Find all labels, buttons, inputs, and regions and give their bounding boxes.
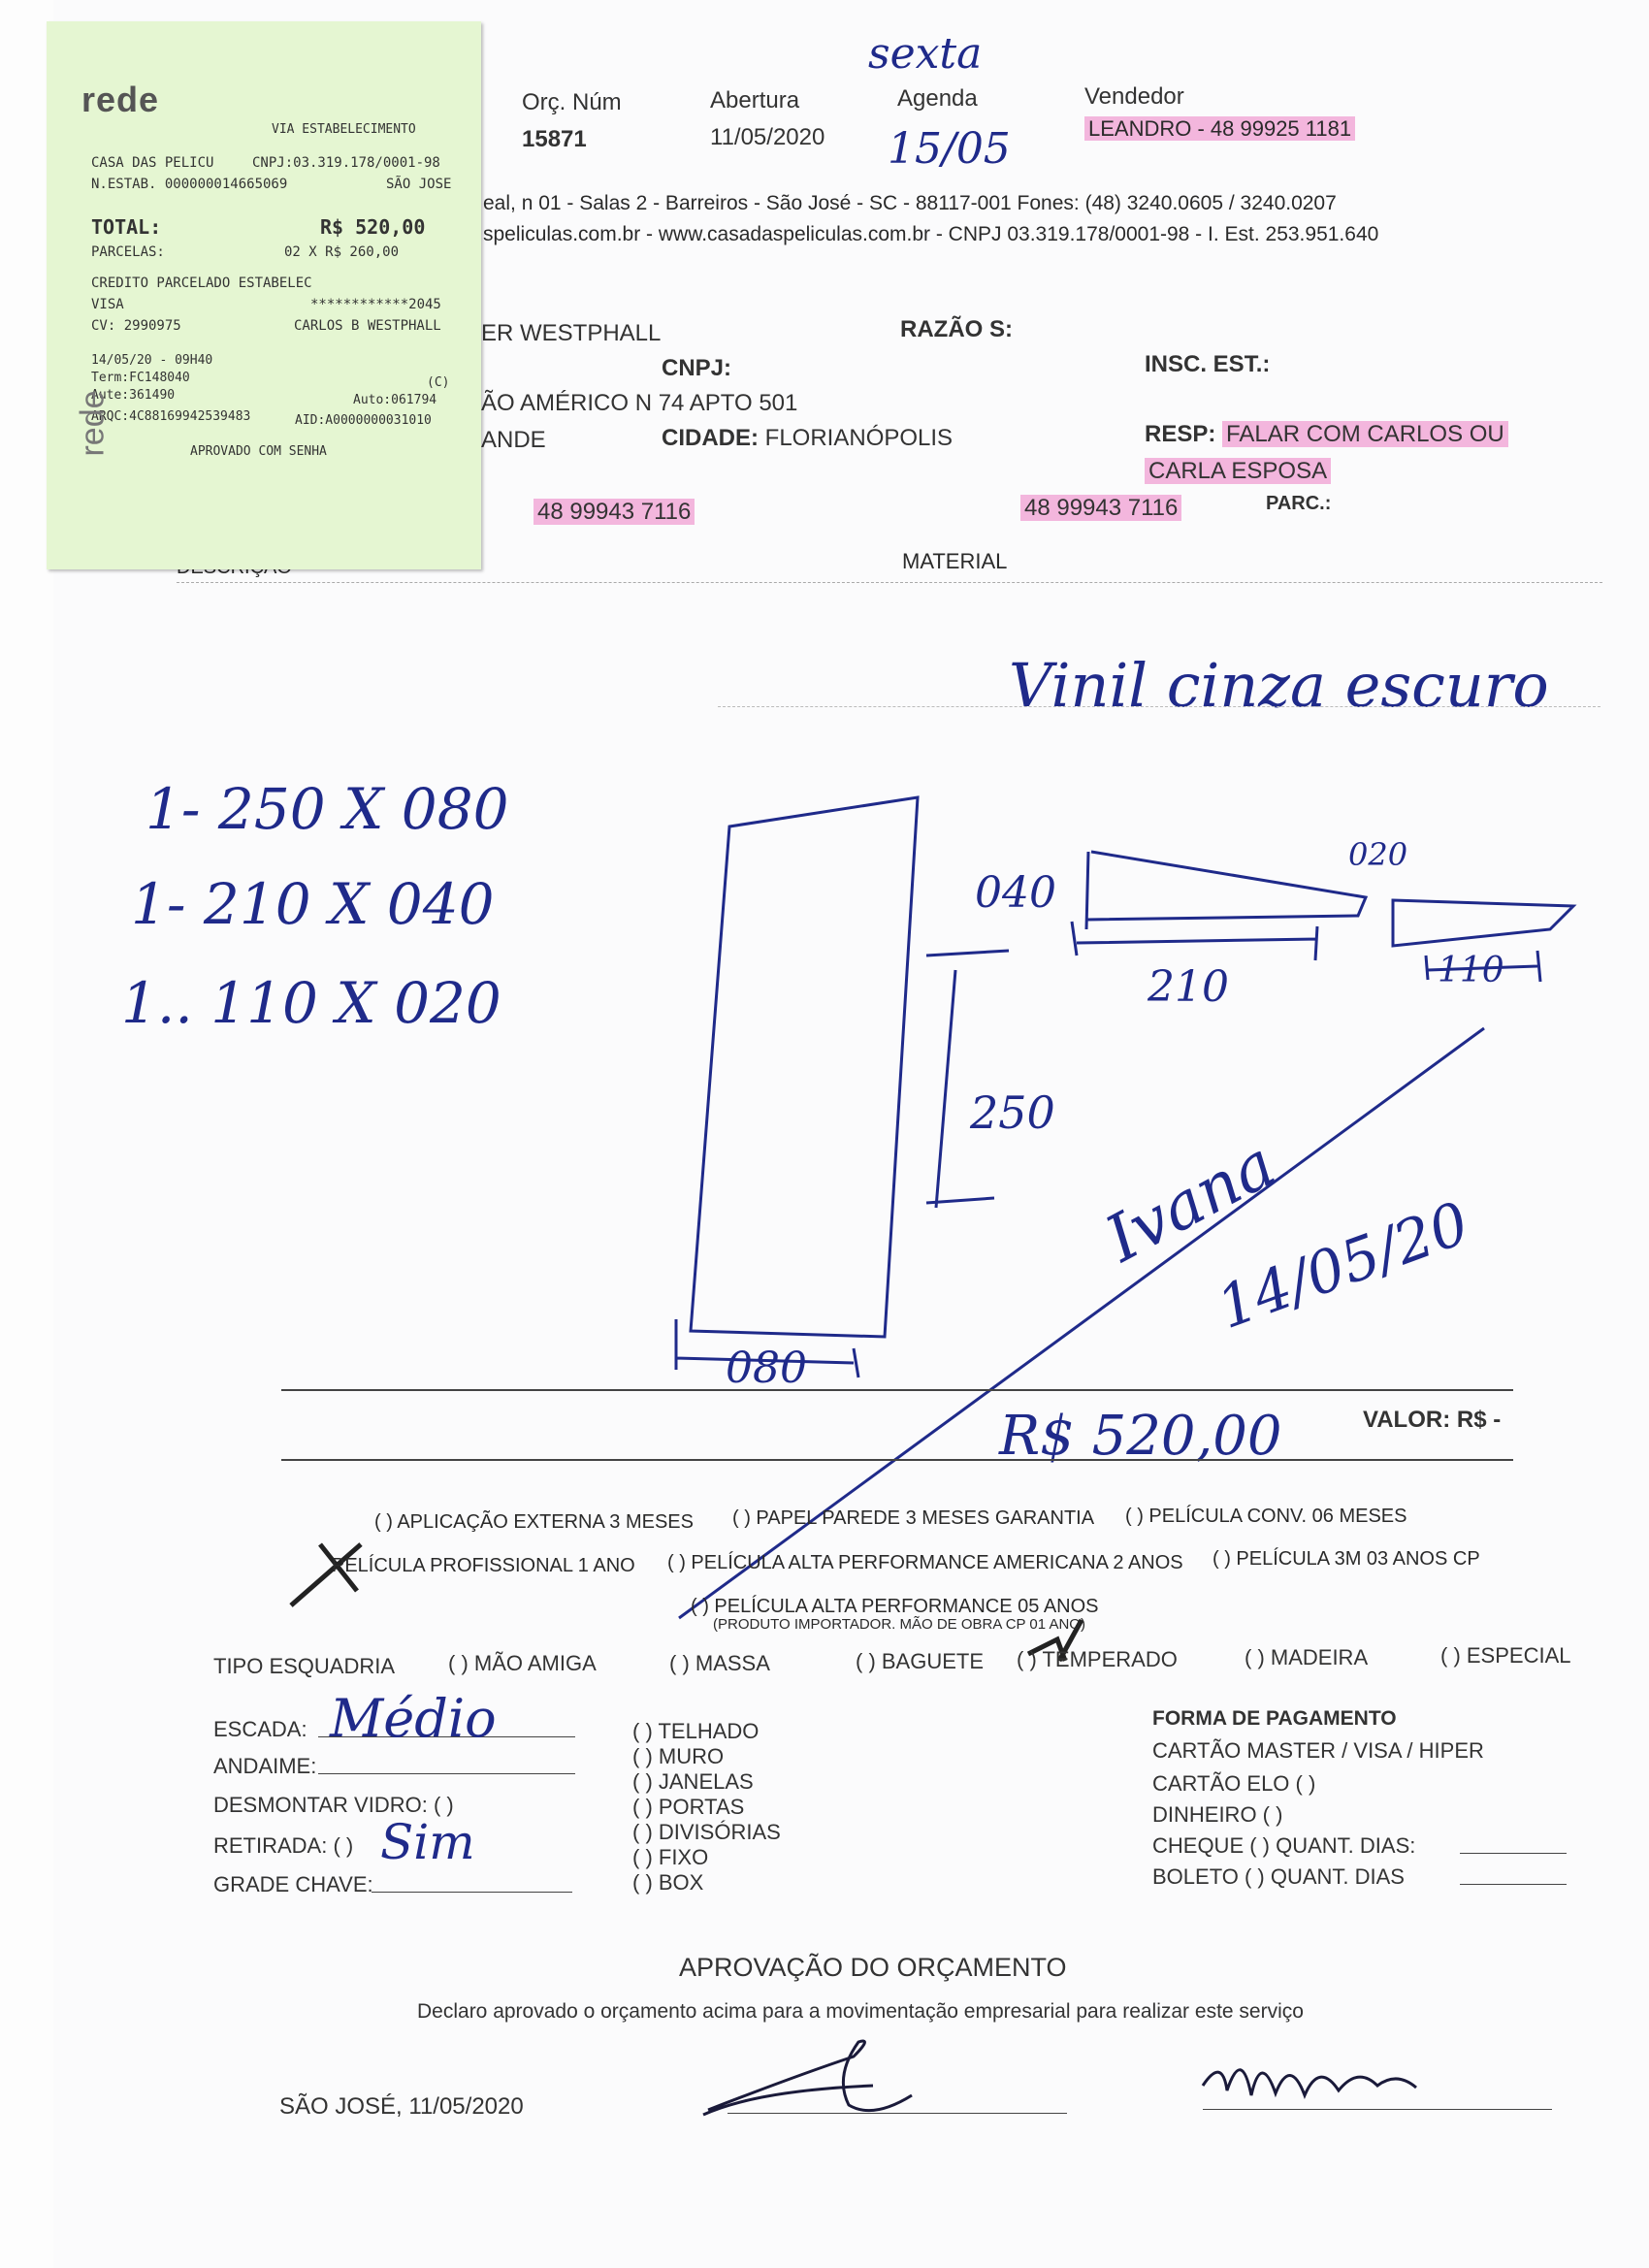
item-line-3: 1.. 110 X 020 <box>121 970 501 1036</box>
abertura-label: Abertura <box>710 87 800 113</box>
phone-2: 48 99943 7116 <box>1020 495 1181 521</box>
rede-logo: rede <box>81 80 160 119</box>
dim-040: 040 <box>975 868 1056 918</box>
esquadria-massa[interactable]: ( ) MASSA <box>669 1651 770 1675</box>
orc-label: Orç. Núm <box>522 89 622 115</box>
item-line-1: 1- 250 X 080 <box>146 776 509 842</box>
andaime-label: ANDAIME: <box>213 1754 317 1778</box>
option-pelicula-conv[interactable]: ( ) PELÍCULA CONV. 06 MESES <box>1125 1506 1407 1527</box>
receipt-cnpj: CNPJ:03.319.178/0001-98 <box>252 155 440 171</box>
receipt-store: CASA DAS PELICU <box>91 155 214 171</box>
field-muro[interactable]: ( ) MURO <box>632 1744 725 1768</box>
esquadria-label: TIPO ESQUADRIA <box>213 1654 396 1678</box>
receipt-estab: N.ESTAB. 000000014665069 <box>91 177 288 192</box>
esquadria-baguete[interactable]: ( ) BAGUETE <box>856 1649 985 1673</box>
dim-210: 210 <box>1148 962 1229 1012</box>
payment-elo[interactable]: CARTÃO ELO ( ) <box>1152 1771 1316 1796</box>
escada-label: ESCADA: <box>213 1717 307 1741</box>
approval-title: APROVAÇÃO DO ORÇAMENTO <box>679 1953 1067 1982</box>
receipt-term: Term:FC148040 <box>91 371 190 385</box>
payment-cartao[interactable]: CARTÃO MASTER / VISA / HIPER <box>1152 1738 1484 1763</box>
client-name: ER WESTPHALL <box>481 320 662 346</box>
resp-value-2: CARLA ESPOSA <box>1145 458 1331 484</box>
receipt-brand: VISA <box>91 297 124 312</box>
receipt-term-c: (C) <box>427 375 450 390</box>
field-box[interactable]: ( ) BOX <box>632 1870 704 1895</box>
company-web: speliculas.com.br - www.casadaspeliculas.com.br - CNPJ 03.319.178/0001-98 - I. Est. 253.951.640 <box>483 223 1379 245</box>
field-portas[interactable]: ( ) PORTAS <box>632 1795 745 1819</box>
material-hand: Vinil cinza escuro <box>1009 650 1549 721</box>
dim-250: 250 <box>970 1086 1055 1139</box>
valor-label: VALOR: R$ - <box>1363 1407 1502 1433</box>
esquadria-especial[interactable]: ( ) ESPECIAL <box>1440 1643 1571 1668</box>
receipt-aid: AID:A0000000031010 <box>295 413 432 428</box>
option-aplicacao[interactable]: ( ) APLICAÇÃO EXTERNA 3 MESES <box>374 1511 694 1533</box>
rule <box>281 1389 1513 1391</box>
andaime-line[interactable] <box>318 1773 575 1774</box>
receipt-via: VIA ESTABELECIMENTO <box>272 122 416 137</box>
cidade-label: CIDADE: <box>662 425 759 451</box>
field-divisorias[interactable]: ( ) DIVISÓRIAS <box>632 1820 781 1844</box>
payment-dinheiro[interactable]: DINHEIRO ( ) <box>1152 1802 1283 1827</box>
grade-chave-label: GRADE CHAVE: <box>213 1872 373 1896</box>
desmontar-vidro[interactable]: DESMONTAR VIDRO: ( ) <box>213 1793 454 1817</box>
rule <box>281 1459 1513 1461</box>
option-pelicula-3m[interactable]: ( ) PELÍCULA 3M 03 ANOS CP <box>1212 1548 1480 1570</box>
field-janelas[interactable]: ( ) JANELAS <box>632 1769 754 1794</box>
receipt-card: ************2045 <box>310 297 441 312</box>
vendedor-text: LEANDRO - 48 99925 1181 <box>1084 116 1355 141</box>
receipt-approved: APROVADO COM SENHA <box>190 444 327 459</box>
signatures <box>679 2018 1649 2124</box>
parc-label: PARC.: <box>1266 493 1332 514</box>
agenda-label: Agenda <box>897 85 978 112</box>
retirada-value: Sim <box>380 1814 475 1870</box>
receipt-auto: Auto:061794 <box>353 393 437 407</box>
receipt-parcelas-label: PARCELAS: <box>91 244 165 260</box>
payment-title: FORMA DE PAGAMENTO <box>1152 1707 1397 1730</box>
receipt-total-value: R$ 520,00 <box>320 215 426 239</box>
vendedor-label: Vendedor <box>1084 83 1184 110</box>
note-date: 14/05/20 <box>1209 1189 1478 1343</box>
option-papel-parede[interactable]: ( ) PAPEL PAREDE 3 MESES GARANTIA <box>732 1507 1095 1529</box>
receipt-datetime: 14/05/20 - 09H40 <box>91 353 213 368</box>
insc-label: INSC. EST.: <box>1145 351 1271 377</box>
company-address: eal, n 01 - Salas 2 - Barreiros - São José - SC - 88117-001 Fones: (48) 3240.0605 / 3240.0207 <box>483 192 1337 214</box>
payment-boleto[interactable]: BOLETO ( ) QUANT. DIAS <box>1152 1864 1405 1889</box>
boleto-line <box>1460 1884 1567 1885</box>
receipt-cv: CV: 2990975 <box>91 318 181 334</box>
receipt-mode: CREDITO PARCELADO ESTABELEC <box>91 275 312 291</box>
receipt-arqc: ARQC:4C88169942539483 <box>91 409 251 424</box>
phone-1: 48 99943 7116 <box>534 499 695 525</box>
option-alta-performance-note: (PRODUTO IMPORTADOR. MÃO DE OBRA CP 01 ANO) <box>713 1616 1085 1633</box>
option-pelicula-profissional[interactable]: PELÍCULA PROFISSIONAL 1 ANO <box>332 1555 635 1576</box>
cnpj-label: CNPJ: <box>662 355 732 381</box>
dim-020: 020 <box>1348 836 1408 873</box>
material-label: MATERIAL <box>902 549 1008 573</box>
receipt-parcelas-value: 02 X R$ 260,00 <box>284 244 400 260</box>
field-telhado[interactable]: ( ) TELHADO <box>632 1719 760 1743</box>
esquadria-temperado[interactable]: ( ) TEMPERADO <box>1017 1647 1178 1671</box>
note-name: Ivana <box>1093 1126 1287 1277</box>
place-date: SÃO JOSÉ, 11/05/2020 <box>279 2093 524 2120</box>
option-alta-performance-americana[interactable]: ( ) PELÍCULA ALTA PERFORMANCE AMERICANA 2 ANOS <box>667 1552 1183 1573</box>
resp-value-1: FALAR COM CARLOS OU <box>1222 421 1508 447</box>
client-address: ÃO AMÉRICO N 74 APTO 501 <box>481 390 798 416</box>
valor-hand: R$ 520,00 <box>999 1405 1282 1468</box>
dim-110: 110 <box>1438 951 1504 990</box>
approval-text: Declaro aprovado o orçamento acima para a movimentação empresarial para realizar este serviço <box>417 2000 1304 2023</box>
cidade-value: FLORIANÓPOLIS <box>764 425 954 451</box>
receipt-holder: CARLOS B WESTPHALL <box>294 318 441 334</box>
receipt-city: SÃO JOSE <box>386 177 452 192</box>
option-alta-performance-05[interactable]: ( ) PELÍCULA ALTA PERFORMANCE 05 ANOS <box>691 1596 1099 1617</box>
cheque-line <box>1460 1853 1567 1854</box>
agenda-hand-date: 15/05 <box>888 124 1011 174</box>
client-bairro: ANDE <box>481 427 546 453</box>
dim-080: 080 <box>726 1344 807 1393</box>
rede-side-logo: rede <box>74 390 112 457</box>
payment-cheque[interactable]: CHEQUE ( ) QUANT. DIAS: <box>1152 1833 1416 1858</box>
receipt-aute: Aute:361490 <box>91 388 176 403</box>
orc-number: 15871 <box>522 126 587 152</box>
grade-chave-line[interactable] <box>372 1892 572 1893</box>
item-line-2: 1- 210 X 040 <box>131 871 495 937</box>
field-fixo[interactable]: ( ) FIXO <box>632 1845 709 1869</box>
esquadria-madeira[interactable]: ( ) MADEIRA <box>1245 1645 1369 1669</box>
razao-label: RAZÃO S: <box>900 316 1013 342</box>
retirada-label[interactable]: RETIRADA: ( ) <box>213 1833 354 1858</box>
resp-label: RESP: <box>1145 421 1216 447</box>
escada-value[interactable]: Médio <box>330 1688 497 1749</box>
agenda-hand-day: sexta <box>868 29 983 79</box>
receipt-total-label: TOTAL: <box>91 215 162 239</box>
abertura-date: 11/05/2020 <box>710 124 825 150</box>
card-receipt <box>47 21 481 569</box>
esquadria-mao-amiga[interactable]: ( ) MÃO AMIGA <box>448 1651 597 1675</box>
